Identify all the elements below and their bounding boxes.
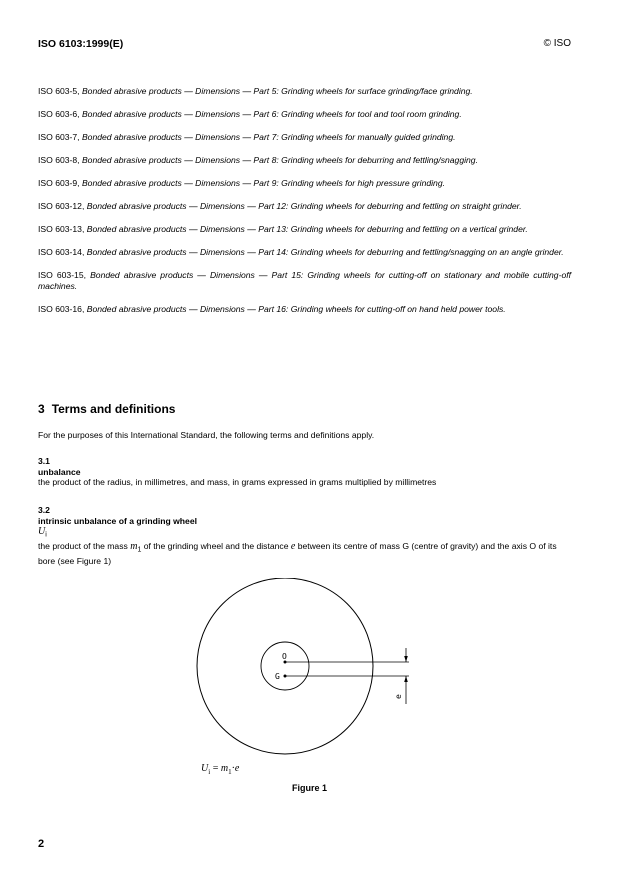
dimension-arrow-down bbox=[404, 656, 408, 662]
document-header-title: ISO 6103:1999(E) bbox=[38, 38, 124, 50]
reference-code: ISO 603-12, bbox=[38, 201, 85, 211]
reference-title: Bonded abrasive products — Dimensions — Part 8: Grinding wheels for deburring and fettling/snagging. bbox=[81, 155, 478, 165]
reference-code: ISO 603-16, bbox=[38, 304, 85, 314]
reference-code: ISO 603-8, bbox=[38, 155, 80, 165]
label-g: G bbox=[275, 672, 280, 681]
dimension-arrow-up bbox=[404, 676, 408, 682]
reference-code: ISO 603-15, bbox=[38, 270, 87, 280]
reference-title: Bonded abrasive products — Dimensions — Part 6: Grinding wheels for tool and tool room grinding. bbox=[81, 109, 462, 119]
reference-title: Bonded abrasive products — Dimensions — Part 9: Grinding wheels for high pressure grinding. bbox=[81, 178, 445, 188]
reference-item bbox=[38, 132, 571, 143]
copyright-notice: © ISO bbox=[543, 38, 571, 49]
reference-title: Bonded abrasive products — Dimensions — Part 13: Grinding wheels for deburring and fettling on a vertical grinder. bbox=[86, 224, 528, 234]
reference-item bbox=[38, 155, 571, 166]
reference-item bbox=[38, 86, 571, 97]
figure-caption: Figure 1 bbox=[291, 783, 327, 793]
reference-list bbox=[38, 86, 571, 327]
reference-code: ISO 603-7, bbox=[38, 132, 80, 142]
reference-title: Bonded abrasive products — Dimensions — Part 15: Grinding wheels for cutting-off on stationary and mobile cutting-off machines. bbox=[38, 270, 571, 291]
reference-title: Bonded abrasive products — Dimensions — Part 14: Grinding wheels for deburring and fettling/snagging on an angle grinder. bbox=[86, 247, 564, 257]
wheel-diagram bbox=[190, 578, 430, 758]
term-definition: the product of the radius, in millimetres, and mass, in grams expressed in grams multiplied by millimetres bbox=[38, 477, 437, 487]
term-entry-intrinsic-unbalance bbox=[38, 505, 571, 567]
page-number: 2 bbox=[38, 838, 45, 850]
reference-code: ISO 603-14, bbox=[38, 247, 85, 257]
unbalance-formula: $U_i = m_1\cdot e$ bbox=[201, 763, 240, 776]
label-e: e bbox=[394, 694, 403, 699]
reference-code: ISO 603-9, bbox=[38, 178, 80, 188]
reference-item bbox=[38, 178, 571, 189]
term-entry-unbalance bbox=[38, 456, 571, 488]
term-symbol: $U_i$ bbox=[38, 526, 47, 539]
reference-item bbox=[38, 304, 571, 315]
section-intro: For the purposes of this International Standard, the following terms and definitions apply. bbox=[38, 430, 375, 440]
label-o: O bbox=[282, 652, 287, 661]
term-name: unbalance bbox=[38, 466, 81, 477]
term-definition: the product of the mass $m_1$ of the grinding wheel and the distance e between its centre of mass G (centre of gravity) and the axis O of its bore (see Figure 1) bbox=[38, 541, 557, 567]
reference-item bbox=[38, 109, 571, 120]
term-name: intrinsic unbalance of a grinding wheel bbox=[38, 515, 198, 526]
reference-title: Bonded abrasive products — Dimensions — Part 7: Grinding wheels for manually guided grinding. bbox=[81, 132, 456, 142]
reference-title: Bonded abrasive products — Dimensions — Part 5: Grinding wheels for surface grinding/face grinding. bbox=[81, 86, 473, 96]
bore-outline bbox=[261, 642, 309, 690]
grinding-wheel-outline bbox=[197, 578, 373, 754]
reference-item bbox=[38, 247, 571, 258]
reference-item bbox=[38, 270, 571, 292]
reference-title: Bonded abrasive products — Dimensions — Part 12: Grinding wheels for deburring and fettling on straight grinder. bbox=[86, 201, 522, 211]
reference-item bbox=[38, 201, 571, 212]
reference-code: ISO 603-5, bbox=[38, 86, 80, 96]
section-title: Terms and definitions bbox=[51, 402, 176, 416]
reference-item bbox=[38, 224, 571, 235]
term-number: 3.1 bbox=[38, 456, 50, 466]
term-number: 3.2 bbox=[38, 505, 50, 515]
reference-code: ISO 603-6, bbox=[38, 109, 80, 119]
reference-title: Bonded abrasive products — Dimensions — Part 16: Grinding wheels for cutting-off on hand held power tools. bbox=[86, 304, 506, 314]
section-number: 3 bbox=[38, 402, 45, 416]
reference-code: ISO 603-13, bbox=[38, 224, 85, 234]
section-heading bbox=[38, 402, 175, 416]
